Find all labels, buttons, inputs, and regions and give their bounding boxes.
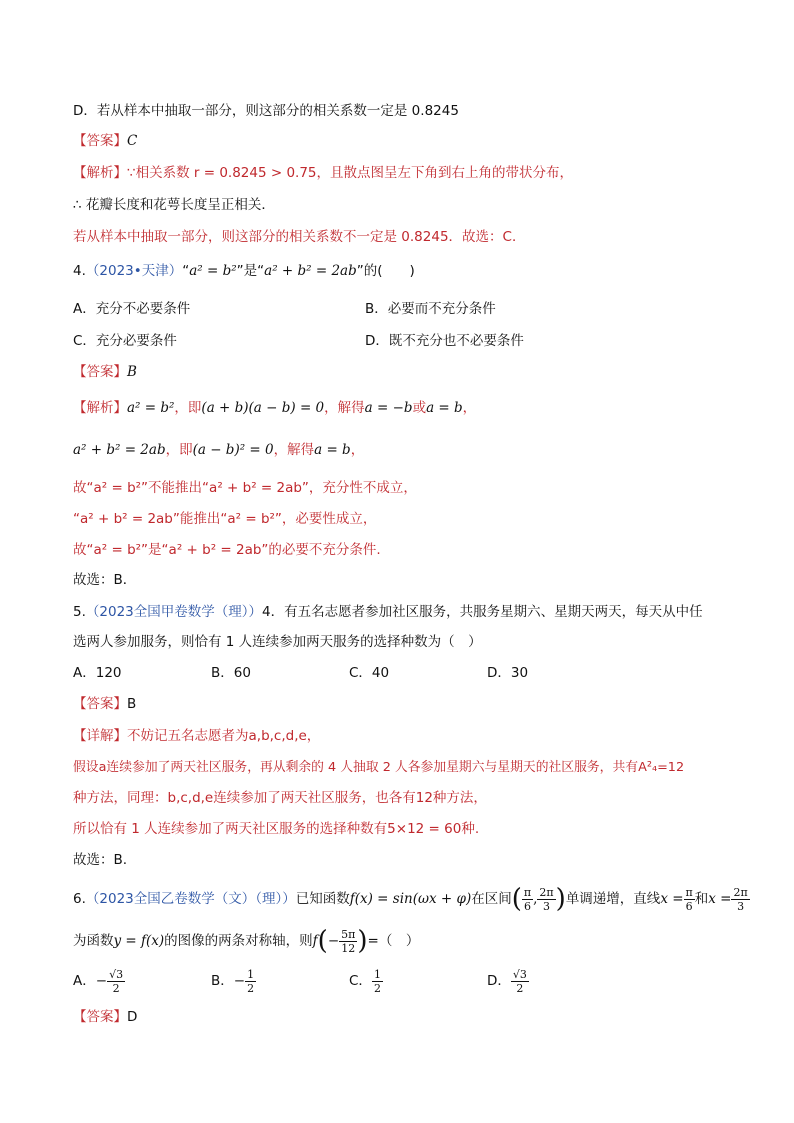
fraction [522, 886, 533, 913]
question-number: 6. [73, 891, 86, 907]
answer-tag: 【答案】 [73, 696, 127, 712]
function-expr: y = f(x) [113, 933, 165, 949]
stem-math-b: a² + b² = 2ab [264, 263, 357, 279]
q3-analysis-1 [73, 163, 573, 183]
q4-analysis-4: “a² + b² = 2ab”能推出“a² = b²”，必要性成立， [73, 511, 377, 527]
question-number: 4. [73, 263, 86, 279]
math: a² + b² = 2ab [73, 442, 166, 458]
paren-right: ) [357, 926, 368, 956]
question-source: （2023全国甲卷数学（理）） [85, 604, 262, 620]
fraction [684, 886, 695, 913]
q4-analysis-6: 故选：B． [73, 572, 137, 588]
answer-value: B [127, 696, 137, 712]
math: a² = b² [127, 400, 175, 416]
minus-sign: − [327, 933, 340, 949]
stem-text: =（ ） [367, 933, 420, 949]
minus-sign: − [95, 973, 108, 989]
answer-tag: 【答案】 [73, 1009, 127, 1025]
q5-detail-5: 故选：B. [73, 852, 128, 868]
math: a = b [426, 400, 463, 416]
numerator: 2π [539, 885, 554, 899]
q4-answer [73, 362, 137, 382]
q6-stem-1 [73, 884, 750, 914]
q3-answer [73, 131, 137, 151]
denominator: 12 [341, 941, 356, 955]
stem-math-a: a² = b² [189, 263, 237, 279]
q4-analysis-3: 故“a² = b²”不能推出“a² + b² = 2ab”，充分性不成立， [73, 480, 417, 496]
numerator: 1 [247, 967, 255, 981]
math: a = b [314, 442, 351, 458]
q4-stem [73, 261, 415, 281]
math: a = −b [364, 400, 413, 416]
stem-text: 在区间 [471, 891, 512, 907]
q5-detail-1 [73, 726, 320, 746]
fraction [245, 968, 256, 995]
fraction [731, 886, 749, 913]
option-label: D． [487, 973, 511, 989]
answer-tag: 【答案】 [73, 364, 127, 380]
q4-option-d: D．既不充分也不必要条件 [365, 333, 524, 349]
q4-option-c: C．充分必要条件 [73, 333, 177, 349]
q5-option-a: A．120 [73, 665, 122, 681]
text: ，解得 [273, 442, 315, 458]
numerator: π [685, 885, 693, 899]
q5-stem-1 [73, 602, 703, 622]
math: f [312, 933, 318, 949]
stem-text: 的图像的两条对称轴，则 [164, 933, 313, 949]
denominator: 3 [543, 899, 551, 913]
stem-text: 和 [694, 891, 709, 907]
text: ，即 [165, 442, 193, 458]
stem-text: ”的( ) [356, 263, 415, 279]
math: x = [708, 891, 732, 907]
denominator: 2 [373, 981, 381, 995]
q4-analysis-2 [73, 440, 364, 460]
q4-analysis-5: 故“a² = b²”是“a² + b² = 2ab”的必要不充分条件. [73, 542, 381, 558]
answer-value: B [127, 364, 137, 380]
fraction [339, 928, 357, 955]
option-label: C． [349, 973, 372, 989]
numerator: π [523, 885, 532, 899]
paren-left: ( [317, 926, 328, 956]
math: x = [660, 891, 684, 907]
fraction [107, 968, 125, 995]
function-expr: f(x) = sin(ωx + φ) [349, 891, 472, 907]
q6-stem-2 [73, 926, 419, 956]
comma: , [533, 891, 538, 907]
analysis-text: ∵相关系数 r = 0.8245 > 0.75，且散点图呈左下角到右上角的带状分布， [127, 165, 574, 181]
text: ， [350, 442, 365, 458]
stem-text: “ [182, 263, 190, 279]
denominator: 6 [524, 899, 531, 913]
q5-stem-2: 选两人参加服务，则恰有 1 人连续参加两天服务的选择种数为（ ） [73, 634, 482, 650]
q6-option-c [349, 966, 383, 996]
answer-value: C [127, 133, 138, 149]
question-source: （2023全国乙卷数学（文）（理）） [85, 891, 296, 907]
q5-detail-4: 所以恰有 1 人连续参加了两天社区服务的选择种数有5×12 = 60种. [73, 821, 480, 837]
numerator: 2π [733, 885, 748, 899]
detail-text: 不妨记五名志愿者为a,b,c,d,e， [127, 728, 321, 744]
answer-value: D [127, 1009, 138, 1025]
question-source: （2023•天津） [85, 263, 183, 279]
detail-tag: 【详解】 [73, 728, 127, 744]
q4-option-a: A．充分不必要条件 [73, 301, 191, 317]
q5-option-b: B．60 [211, 665, 251, 681]
text: ， [462, 400, 477, 416]
denominator: 2 [247, 981, 255, 995]
math: (a + b)(a − b) = 0 [201, 400, 325, 416]
fraction [372, 968, 383, 995]
denominator: 3 [737, 899, 745, 913]
analysis-tag: 【解析】 [73, 165, 127, 181]
text: ，即 [174, 400, 202, 416]
numerator: √3 [109, 967, 124, 981]
q3-analysis-2: ∴ 花瓣长度和花萼长度呈正相关． [73, 197, 275, 213]
denominator: 2 [516, 981, 524, 995]
q5-detail-3: 种方法，同理：b,c,d,e连续参加了两天社区服务，也各有12种方法， [73, 790, 487, 806]
q3-analysis-3: 若从样本中抽取一部分，则这部分的相关系数不一定是 0.8245．故选：C． [73, 229, 526, 245]
q4-analysis-1 [73, 398, 476, 418]
stem-text: 为函数 [73, 933, 114, 949]
denominator: 2 [112, 981, 120, 995]
stem-text: ”是“ [236, 263, 265, 279]
answer-tag: 【答案】 [73, 133, 127, 149]
question-number: 5. [73, 604, 86, 620]
q3-option-d: D．若从样本中抽取一部分，则这部分的相关系数一定是 0.8245 [73, 103, 459, 119]
denominator: 6 [685, 899, 693, 913]
numerator: √3 [512, 967, 527, 981]
q5-option-c: C．40 [349, 665, 390, 681]
minus-sign: − [233, 973, 246, 989]
numerator: 1 [373, 967, 381, 981]
stem-text: 4．有五名志愿者参加社区服务，共服务星期六、星期天两天，每天从中任 [262, 604, 703, 620]
math: (a − b)² = 0 [192, 442, 274, 458]
paren-right: ) [555, 884, 566, 914]
stem-text: 单调递增，直线 [565, 891, 661, 907]
q5-answer [73, 694, 136, 714]
option-label: B． [211, 973, 234, 989]
q6-option-b [211, 966, 256, 996]
q4-option-b: B．必要而不充分条件 [365, 301, 496, 317]
text: ，解得 [324, 400, 365, 416]
stem-text: 已知函数 [295, 891, 350, 907]
q5-detail-2: 假设a连续参加了两天社区服务，再从剩余的 4 人抽取 2 人各参加星期六与星期天的社区服务，共有A²₄=12 [73, 760, 685, 775]
q6-option-d [487, 966, 529, 996]
text: 或 [412, 400, 427, 416]
fraction [537, 886, 555, 913]
paren-left: ( [511, 884, 522, 914]
q6-option-a [73, 966, 125, 996]
analysis-tag: 【解析】 [73, 400, 127, 416]
q5-option-d: D．30 [487, 665, 529, 681]
fraction [511, 968, 529, 995]
q6-answer [73, 1007, 137, 1027]
numerator: 5π [341, 927, 356, 941]
option-label: A． [73, 973, 96, 989]
